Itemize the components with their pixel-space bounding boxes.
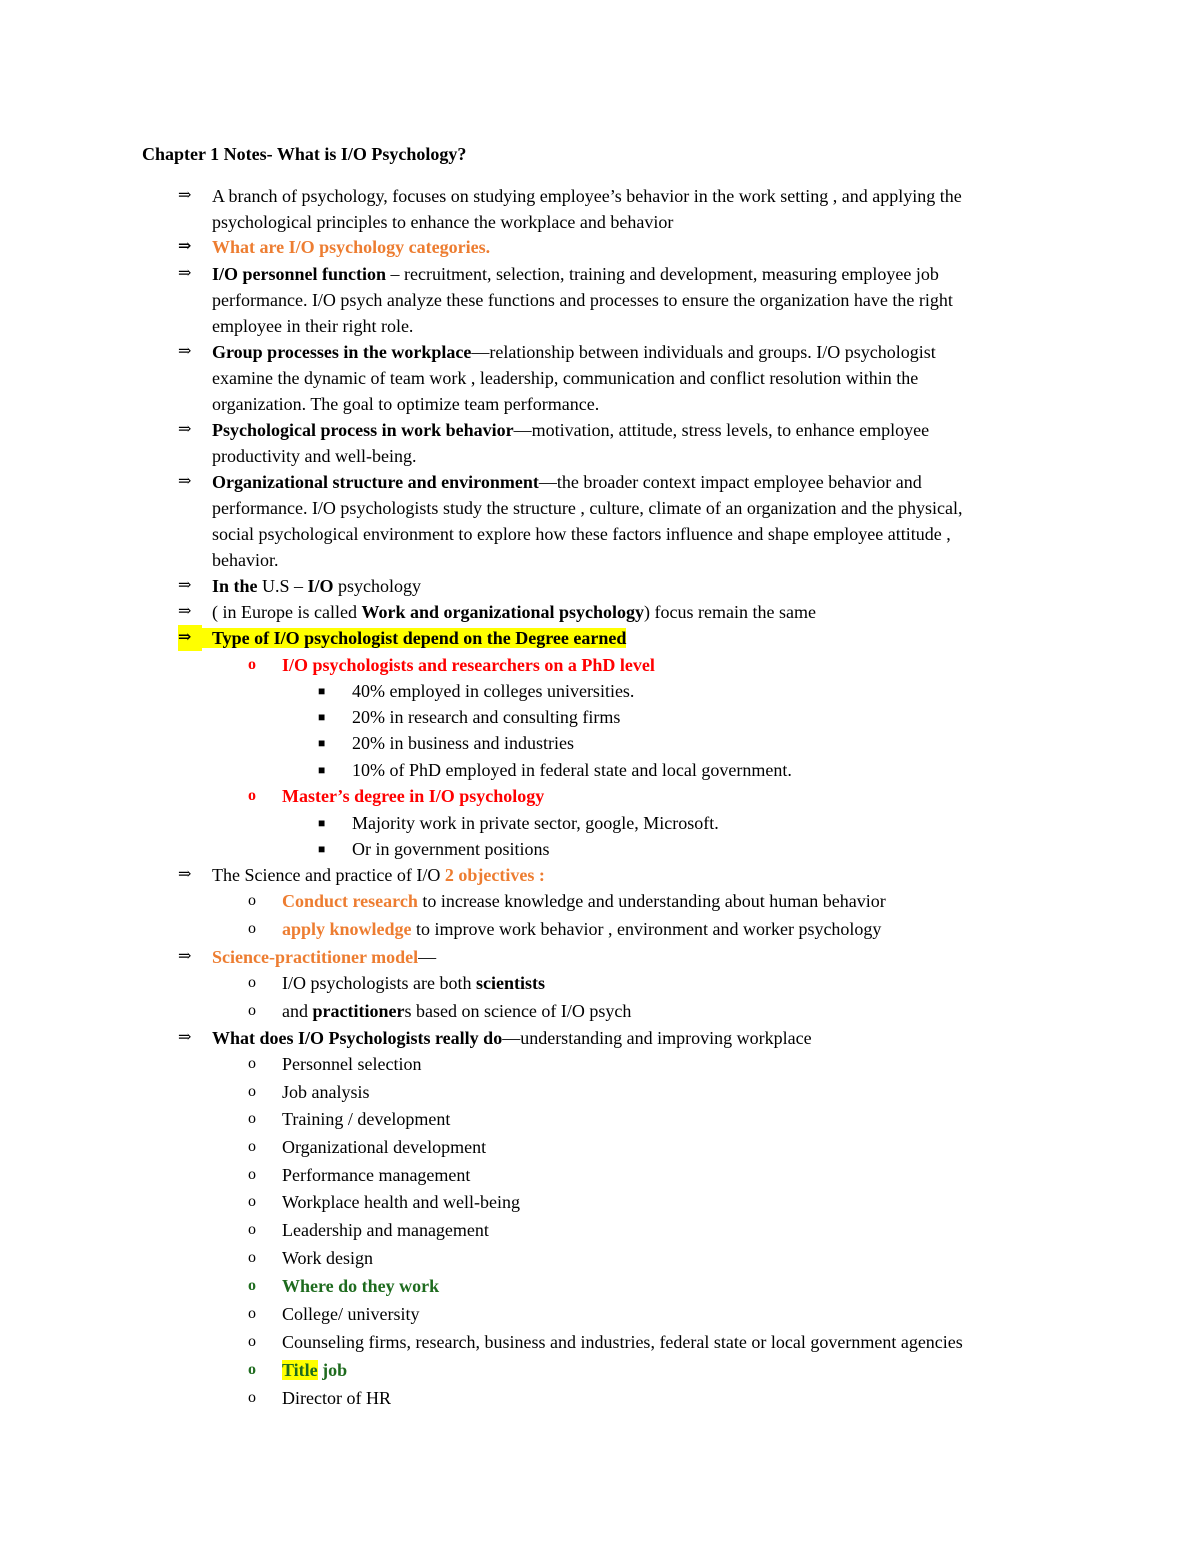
circle-bullet: o — [248, 1055, 256, 1072]
group-term: Group processes in the workplace — [212, 342, 472, 362]
model-item-1 — [282, 970, 545, 996]
circle-bullet: o — [248, 1277, 256, 1294]
intro-line-1: A branch of psychology, focuses on studying employee’s behavior in the work setting , and applying the — [212, 186, 962, 206]
model-line — [212, 944, 436, 970]
does-text: —understanding and improving workplace — [502, 1028, 812, 1048]
science-text: The Science and practice of I/O — [212, 865, 445, 885]
arrow-bullet: ⇒ — [178, 866, 192, 883]
masters-item: Or in government positions — [352, 839, 550, 859]
circle-bullet: o — [248, 1249, 256, 1266]
circle-bullet: o — [248, 1221, 256, 1238]
europe-line — [212, 599, 816, 625]
objectives-term: 2 objectives : — [444, 865, 545, 885]
where-item: College/ university — [282, 1304, 420, 1324]
personnel-text: – recruitment, selection, training and development, measuring employee job — [386, 264, 939, 284]
intro-line-2: psychological principles to enhance the workplace and behavior — [212, 212, 674, 232]
masters-item: Majority work in private sector, google, Microsoft. — [352, 813, 719, 833]
arrow-bullet: ⇒ — [178, 343, 192, 360]
personnel-term: I/O personnel function — [212, 264, 387, 284]
square-bullet: ■ — [318, 816, 326, 830]
does-item: Job analysis — [282, 1082, 370, 1102]
circle-bullet: o — [248, 1166, 256, 1183]
does-item: Leadership and management — [282, 1220, 489, 1240]
apply-term: apply knowledge — [282, 919, 412, 939]
phd-item: 20% in research and consulting firms — [352, 707, 621, 727]
model-text-end: s based on science of I/O psych — [404, 1001, 632, 1021]
arrow-bullet: ⇒ — [178, 625, 202, 651]
psych-line-2: productivity and well-being. — [212, 446, 417, 466]
practitioner-term: practitioner — [312, 1001, 405, 1021]
title-job-heading — [282, 1357, 347, 1383]
group-line-3: organization. The goal to optimize team performance. — [212, 394, 600, 414]
psych-text: —motivation, attitude, stress levels, to enhance employee — [513, 420, 930, 440]
org-text: —the broader context impact employee behavior and — [538, 472, 922, 492]
scientists-term: scientists — [475, 973, 545, 993]
degree-heading — [196, 625, 626, 651]
degree-heading-text: Type of I/O psychologist depend on the Degree earned — [196, 628, 626, 648]
science-line — [212, 862, 545, 888]
does-term: What does I/O Psychologists really do — [212, 1028, 503, 1048]
group-line-1 — [212, 339, 936, 365]
europe-text-end: ) focus remain the same — [644, 602, 816, 622]
us-text-end: psychology — [333, 576, 422, 596]
job-text: job — [317, 1360, 348, 1380]
arrow-bullet: ⇒ — [178, 265, 192, 282]
does-item: Personnel selection — [282, 1054, 422, 1074]
group-text: —relationship between individuals and groups. I/O psychologist — [471, 342, 936, 362]
square-bullet: ■ — [318, 736, 326, 750]
circle-bullet: o — [248, 974, 256, 991]
square-bullet: ■ — [318, 763, 326, 777]
org-line-1 — [212, 469, 922, 495]
arrow-bullet: ⇒ — [178, 473, 192, 490]
apply-text: to improve work behavior , environment and worker psychology — [411, 919, 882, 939]
europe-text: ( in Europe is called — [212, 602, 362, 622]
psych-term: Psychological process in work behavior — [212, 420, 514, 440]
personnel-line-2: performance. I/O psych analyze these functions and processes to ensure the organization have the right — [212, 290, 953, 310]
circle-bullet: o — [248, 1138, 256, 1155]
model-term: Science-practitioner model — [212, 947, 419, 967]
does-item: Training / development — [282, 1109, 451, 1129]
model-item-2 — [282, 998, 631, 1024]
square-bullet: ■ — [318, 710, 326, 724]
personnel-line-1 — [212, 261, 939, 287]
arrow-bullet: ⇒ — [178, 421, 192, 438]
does-item: Work design — [282, 1248, 374, 1268]
arrow-bullet: ⇒ — [178, 577, 192, 594]
does-line — [212, 1025, 812, 1051]
categories-heading: What are I/O psychology categories. — [212, 237, 491, 257]
conduct-line — [282, 888, 886, 914]
europe-term: Work and organizational psychology — [361, 602, 644, 622]
org-line-4: behavior. — [212, 550, 279, 570]
where-heading: Where do they work — [282, 1276, 440, 1296]
arrow-bullet: ⇒ — [178, 603, 192, 620]
circle-bullet: o — [248, 1305, 256, 1322]
circle-bullet: o — [248, 1361, 256, 1378]
model-text: I/O psychologists are both — [282, 973, 476, 993]
model-text: and — [282, 1001, 313, 1021]
apply-line — [282, 916, 881, 942]
circle-bullet: o — [248, 1193, 256, 1210]
title-item: Director of HR — [282, 1388, 391, 1408]
square-bullet: ■ — [318, 684, 326, 698]
circle-bullet: o — [248, 920, 256, 937]
phd-item: 10% of PhD employed in federal state and local government. — [352, 760, 792, 780]
circle-bullet: o — [248, 656, 256, 673]
arrow-bullet: ⇒ — [178, 187, 192, 204]
circle-bullet: o — [248, 1083, 256, 1100]
psych-line-1 — [212, 417, 929, 443]
circle-bullet: o — [248, 1389, 256, 1406]
io-term: I/O — [307, 576, 334, 596]
us-text: U.S – — [257, 576, 308, 596]
does-item: Performance management — [282, 1165, 471, 1185]
document-title: Chapter 1 Notes- What is I/O Psychology? — [142, 144, 467, 164]
arrow-bullet: ⇒ — [178, 1029, 192, 1046]
masters-heading: Master’s degree in I/O psychology — [282, 786, 545, 806]
us-term: In the — [212, 576, 258, 596]
model-dash: — — [418, 947, 437, 967]
conduct-text: to increase knowledge and understanding about human behavior — [417, 891, 886, 911]
circle-bullet: o — [248, 1333, 256, 1350]
phd-heading: I/O psychologists and researchers on a PhD level — [282, 655, 655, 675]
us-line — [212, 573, 421, 599]
square-bullet: ■ — [318, 842, 326, 856]
personnel-line-3: employee in their right role. — [212, 316, 414, 336]
arrow-bullet: ⇒ — [178, 948, 192, 965]
phd-item: 40% employed in colleges universities. — [352, 681, 635, 701]
does-item: Organizational development — [282, 1137, 487, 1157]
org-line-2: performance. I/O psychologists study the structure , culture, climate of an organization and the physical, — [212, 498, 963, 518]
circle-bullet: o — [248, 1110, 256, 1127]
title-highlight: Title — [282, 1360, 318, 1380]
circle-bullet: o — [248, 1002, 256, 1019]
conduct-term: Conduct research — [282, 891, 418, 911]
where-item: Counseling firms, research, business and industries, federal state or local government agencies — [282, 1332, 963, 1352]
org-line-3: social psychological environment to explore how these factors influence and shape employee attitude , — [212, 524, 951, 544]
phd-item: 20% in business and industries — [352, 733, 574, 753]
org-term: Organizational structure and environment — [212, 472, 539, 492]
arrow-bullet: ⇒ — [178, 238, 192, 255]
group-line-2: examine the dynamic of team work , leadership, communication and conflict resolution within the — [212, 368, 919, 388]
circle-bullet: o — [248, 787, 256, 804]
circle-bullet: o — [248, 892, 256, 909]
does-item: Workplace health and well-being — [282, 1192, 520, 1212]
